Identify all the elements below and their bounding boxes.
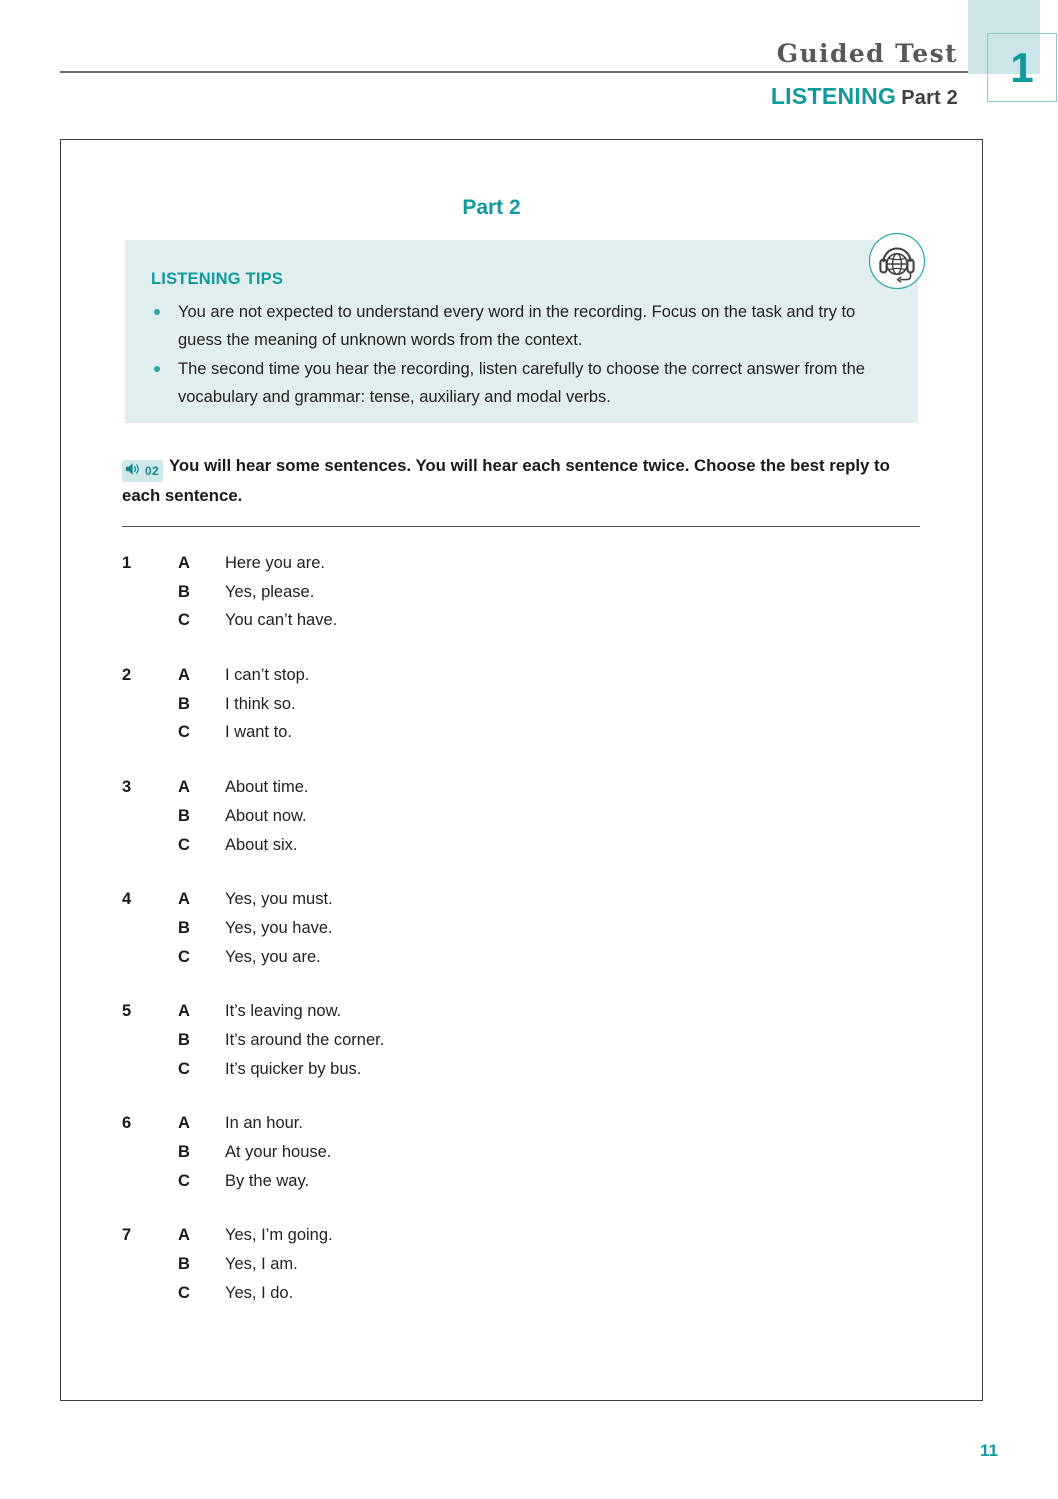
option-letter: B bbox=[178, 1255, 190, 1274]
audio-track-number: 02 bbox=[145, 463, 159, 478]
answer-option-row[interactable] bbox=[122, 919, 882, 948]
option-letter: B bbox=[178, 1143, 190, 1161]
option-letter: C bbox=[178, 947, 190, 966]
option-text: It’s around the corner. bbox=[225, 1030, 385, 1049]
option-text: It’s leaving now. bbox=[225, 1002, 342, 1021]
option-letter: B bbox=[178, 1030, 190, 1049]
option-letter: A bbox=[178, 778, 190, 797]
page-number: 11 bbox=[980, 1441, 998, 1460]
option-text: It’s quicker by bus. bbox=[225, 1059, 362, 1078]
option-text: Yes, you are. bbox=[225, 947, 321, 966]
answer-option-row[interactable] bbox=[122, 1002, 882, 1031]
headset-globe-icon bbox=[868, 232, 926, 290]
option-letter: B bbox=[178, 582, 190, 601]
answer-option-row[interactable] bbox=[122, 1060, 882, 1089]
option-text: Yes, you have. bbox=[225, 918, 333, 937]
option-text: In an hour. bbox=[225, 1114, 303, 1133]
answer-option-row[interactable] bbox=[122, 890, 882, 919]
answer-option-row[interactable] bbox=[122, 1172, 882, 1201]
list-item bbox=[151, 355, 891, 411]
option-text: Yes, I’m going. bbox=[225, 1226, 333, 1245]
header-divider-rule bbox=[60, 71, 1000, 73]
answer-option-row[interactable] bbox=[122, 1143, 882, 1172]
option-letter: C bbox=[178, 1283, 190, 1302]
option-text: Yes, please. bbox=[225, 582, 315, 601]
answer-option-row[interactable] bbox=[122, 1255, 882, 1284]
option-letter: C bbox=[178, 611, 190, 630]
answer-option-row[interactable] bbox=[122, 554, 882, 583]
answer-option-row[interactable] bbox=[122, 836, 882, 865]
bullet-icon bbox=[154, 309, 160, 315]
answer-option-row[interactable] bbox=[122, 1284, 882, 1313]
question-list bbox=[122, 554, 882, 1338]
option-letter: A bbox=[178, 890, 190, 909]
option-letter: C bbox=[178, 1059, 190, 1078]
skill-part-heading bbox=[771, 85, 958, 108]
option-text: I think so. bbox=[225, 694, 296, 713]
option-letter: A bbox=[178, 1002, 190, 1021]
page-title: Part 2 bbox=[462, 196, 521, 219]
option-letter: A bbox=[178, 1226, 190, 1245]
option-letter: A bbox=[178, 1114, 190, 1133]
option-letter: B bbox=[178, 806, 190, 825]
bullet-icon bbox=[154, 366, 160, 372]
question-number: 5 bbox=[122, 1002, 132, 1021]
option-text: By the way. bbox=[225, 1171, 310, 1190]
tip-text: You are not expected to understand every word in the recording. Focus on the task and try to guess the meaning of unknown words from the context. bbox=[178, 303, 856, 349]
answer-option-row[interactable] bbox=[122, 723, 882, 752]
option-letter: C bbox=[178, 723, 190, 742]
option-text: About six. bbox=[225, 835, 298, 854]
listening-tips-list bbox=[151, 298, 891, 412]
answer-option-row[interactable] bbox=[122, 611, 882, 640]
question-block bbox=[122, 1002, 882, 1088]
section-divider bbox=[122, 526, 920, 527]
option-text: You can’t have. bbox=[225, 611, 338, 630]
answer-option-row[interactable] bbox=[122, 695, 882, 724]
question-number: 4 bbox=[122, 890, 132, 909]
option-text: I want to. bbox=[225, 723, 292, 742]
option-letter: C bbox=[178, 1171, 190, 1190]
question-number: 7 bbox=[122, 1226, 132, 1245]
question-block bbox=[122, 1114, 882, 1200]
question-number: 1 bbox=[122, 554, 132, 572]
list-item bbox=[151, 298, 891, 354]
answer-option-row[interactable] bbox=[122, 807, 882, 836]
option-letter: A bbox=[178, 666, 190, 685]
option-text: Yes, you must. bbox=[225, 890, 333, 909]
option-text: At your house. bbox=[225, 1143, 332, 1161]
question-block bbox=[122, 890, 882, 976]
option-letter: B bbox=[178, 694, 190, 713]
guided-test-heading: Guided Test bbox=[776, 39, 958, 68]
question-number: 3 bbox=[122, 778, 132, 797]
part-label: Part 2 bbox=[901, 87, 958, 109]
option-letter: B bbox=[178, 918, 190, 937]
listening-tips-title: LISTENING TIPS bbox=[151, 270, 284, 288]
audio-track-badge[interactable] bbox=[122, 460, 163, 482]
option-text: Here you are. bbox=[225, 554, 325, 572]
option-text: About now. bbox=[225, 806, 307, 825]
task-instruction bbox=[122, 452, 922, 510]
answer-option-row[interactable] bbox=[122, 1226, 882, 1255]
option-text: I can’t stop. bbox=[225, 666, 310, 685]
speaker-icon bbox=[124, 461, 142, 481]
answer-option-row[interactable] bbox=[122, 1031, 882, 1060]
option-text: Yes, I do. bbox=[225, 1283, 294, 1302]
option-letter: C bbox=[178, 835, 190, 854]
skill-label: LISTENING bbox=[770, 83, 897, 109]
answer-option-row[interactable] bbox=[122, 948, 882, 977]
question-block bbox=[122, 666, 882, 752]
answer-option-row[interactable] bbox=[122, 583, 882, 612]
question-block bbox=[122, 1226, 882, 1312]
answer-option-row[interactable] bbox=[122, 666, 882, 695]
unit-number: 1 bbox=[1010, 43, 1034, 91]
instruction-text: You will hear some sentences. You will hear each sentence twice. Choose the best reply to each sentence. bbox=[122, 456, 890, 505]
option-text: About time. bbox=[225, 778, 309, 797]
question-block bbox=[122, 778, 882, 864]
answer-option-row[interactable] bbox=[122, 778, 882, 807]
question-number: 2 bbox=[122, 666, 132, 685]
answer-option-row[interactable] bbox=[122, 1114, 882, 1143]
option-text: Yes, I am. bbox=[225, 1255, 298, 1274]
question-block bbox=[122, 554, 882, 640]
question-number: 6 bbox=[122, 1114, 132, 1133]
option-letter: A bbox=[178, 554, 190, 572]
tip-text: The second time you hear the recording, listen carefully to choose the correct answer from the vocabulary and grammar: tense, auxiliary and modal verbs. bbox=[178, 360, 865, 406]
